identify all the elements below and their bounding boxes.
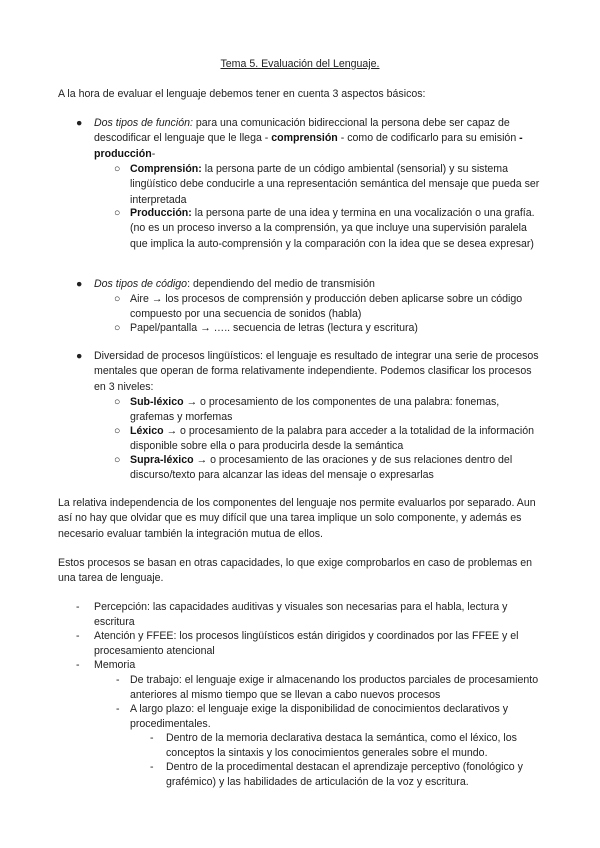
list-item-code-types: Dos tipos de código: dependiendo del medio de transmisión (94, 278, 375, 290)
list-item-sublexico: Sub-léxico → o procesamiento de los componentes de una palabra: fonemas, grafemas y morfemas (130, 396, 500, 424)
bullet-circle: ○ (114, 322, 121, 334)
item-label: Dos tipos de función: (94, 117, 193, 129)
page-title: Tema 5. Evaluación del Lenguaje. (220, 58, 380, 70)
bullet-circle: ○ (114, 207, 121, 219)
list-item-supralexico: Supra-léxico → o procesamiento de las oraciones y de sus relaciones dentro del discurso/texto para alcanzar las ideas del mensaje o expresarlas (130, 454, 513, 482)
paragraph-independence: La relativa independencia de los componentes del lenguaje nos permite evaluarlos por separado. Aun así no hay que olvidar que es muy difícil que una tarea implique un solo componente, y además es necesario evaluar también la integración mutua de ellos. (58, 497, 536, 540)
bullet-dash: - (116, 703, 120, 715)
bullet-dash: - (76, 601, 80, 613)
list-item-atencion: Atención y FFEE: los procesos lingüísticos están dirigidos y coordinados por las FFEE y el procesamiento atencional (94, 630, 519, 658)
bullet-circle: ○ (114, 454, 121, 466)
list-item-largo-plazo: A largo plazo: el lenguaje exige la disponibilidad de conocimientos declarativos y procedimentales. (130, 703, 509, 731)
list-item-diversity: Diversidad de procesos lingüísticos: el lenguaje es resultado de integrar una serie de procesos mentales que operan de forma relativamente independiente. Podemos clasificar los procesos en 3 niveles: (94, 350, 539, 393)
paragraph-capacities: Estos procesos se basan en otras capacidades, lo que exige comprobarlos en caso de problemas en una tarea de lenguaje. (58, 557, 533, 585)
bullet-dot: ● (76, 278, 83, 290)
list-item-aire: Aire → los procesos de comprensión y producción deben aplicarse sobre un código compuesto por una secuencia de sonidos (habla) (130, 293, 523, 321)
intro-paragraph: A la hora de evaluar el lenguaje debemos tener en cuenta 3 aspectos básicos: (58, 88, 426, 100)
bullet-dash: - (116, 674, 120, 686)
list-item-percepcion: Percepción: las capacidades auditivas y visuales son necesarias para el habla, lectura y escritura (94, 601, 508, 629)
bullet-circle: ○ (114, 163, 121, 175)
list-item-declarativa: Dentro de la memoria declarativa destaca la semántica, como el léxico, los conceptos la sintaxis y los conocimientos generales sobre el mundo. (166, 732, 517, 760)
list-item-trabajo: De trabajo: el lenguaje exige ir almacenando los productos parciales de procesamiento anteriores al mismo tiempo que se llevan a cabo nuevos procesos (130, 674, 539, 702)
bullet-dot: ● (76, 350, 83, 362)
bullet-dash: - (150, 761, 154, 773)
list-item-lexico: Léxico → o procesamiento de la palabra para acceder a la totalidad de la información disponible sobre ella o para producirla desde la semántica (130, 425, 534, 453)
bullet-dot: ● (76, 117, 83, 129)
list-item-procedimental: Dentro de la procedimental destacan el aprendizaje perceptivo (fonológico y grafémico) y las habilidades de articulación de la voz y escritura. (166, 761, 523, 789)
bullet-dash: - (76, 630, 80, 642)
bullet-circle: ○ (114, 425, 121, 437)
bullet-circle: ○ (114, 293, 121, 305)
list-item-memoria: Memoria (94, 659, 136, 671)
list-item-papel: Papel/pantalla → ….. secuencia de letras (lectura y escritura) (130, 322, 418, 334)
list-item-produccion: Producción: la persona parte de una idea y termina en una vocalización o una grafía. (no es un proceso inverso a la comprensión, ya que incluye una supervisión paralela que implica la auto-comprensión y la comparación con la idea que se desea expresar) (130, 207, 535, 250)
list-item-function-types: Dos tipos de función: para una comunicación bidireccional la persona debe ser capaz de descodificar el lenguaje que le llega - comprensión - como de codificarlo para su emisión -producción- (94, 117, 523, 160)
bullet-dash: - (150, 732, 154, 744)
bullet-circle: ○ (114, 396, 121, 408)
list-item-comprension: Comprensión: la persona parte de un código ambiental (sensorial) y su sistema lingüístico debe conducirle a una representación semántica del mensaje que pueda ser interpretada (130, 163, 540, 206)
bullet-dash: - (76, 659, 80, 671)
